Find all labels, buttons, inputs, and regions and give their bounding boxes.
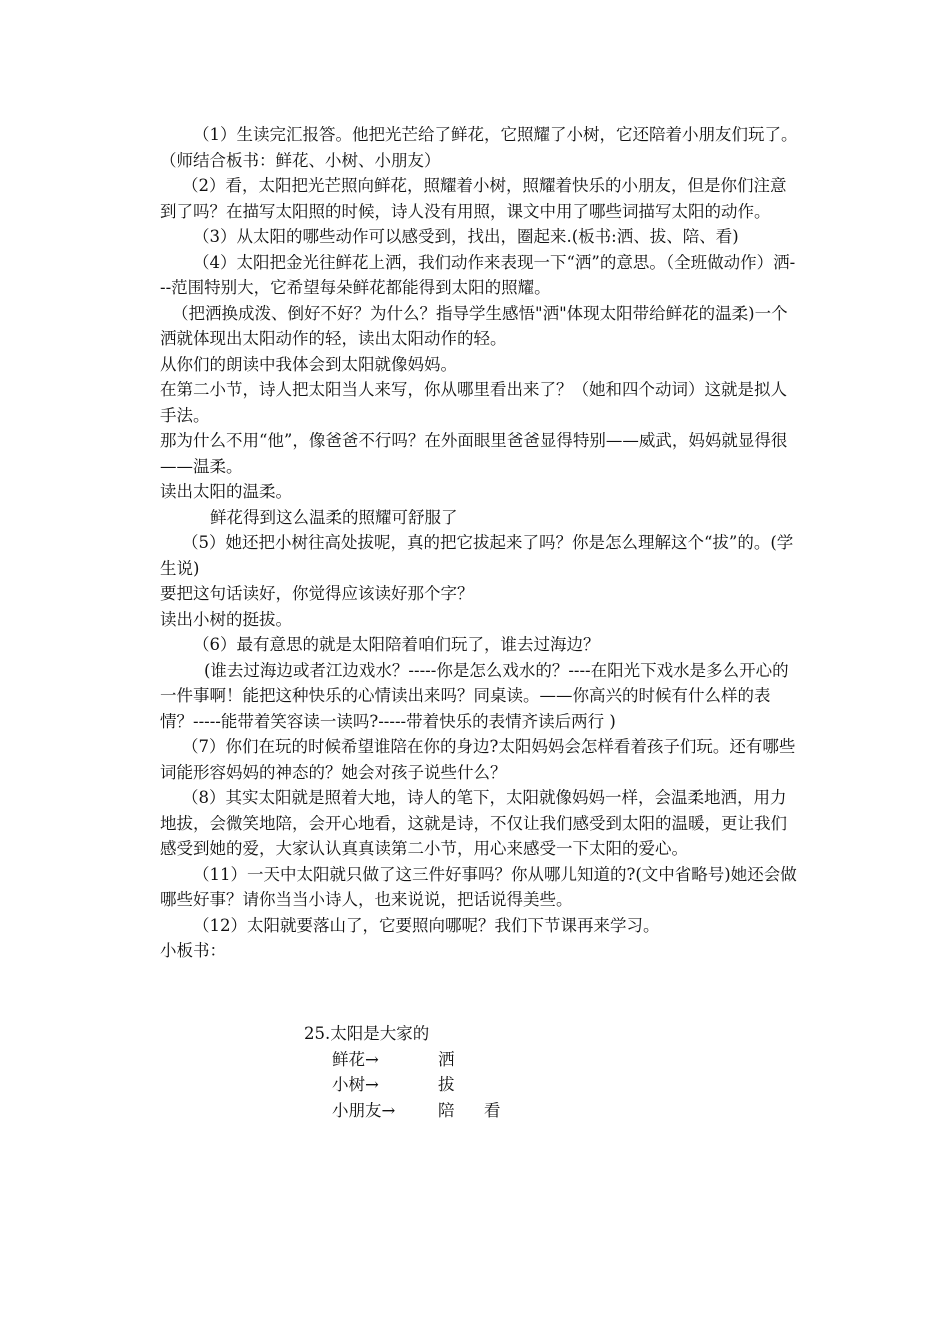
- blackboard-summary: [304, 1021, 524, 1123]
- board-heading: 小板书：: [160, 941, 226, 960]
- paragraph: （8）其实太阳就是照着大地，诗人的笔下，太阳就像妈妈一样，会温柔地洒，用力地拔，会微笑地陪，会开心地看，这就是诗，不仅让我们感受到太阳的温暖，更让我们感受到她的爱，大家认认真真读第二小节，用心来感受一下太阳的爱心。: [160, 788, 787, 858]
- paragraph: （1）生读完汇报答。他把光芒给了鲜花，它照耀了小树，它还陪着小朋友们玩了。（师结合板书：鲜花、小树、小朋友）: [160, 125, 798, 170]
- paragraph: （3）从太阳的哪些动作可以感受到，找出，圈起来.(板书:洒、拔、陪、看): [193, 227, 739, 246]
- board-verb: 拔: [438, 1075, 455, 1094]
- paragraph: 读出太阳的温柔。: [160, 482, 292, 501]
- paragraph: （12）太阳就要落山了，它要照向哪呢？我们下节课再来学习。: [193, 915, 660, 935]
- board-verb: [484, 1047, 524, 1073]
- paragraph: （5）她还把小树往高处拔呢，真的把它拔起来了吗？你是怎么理解这个“拔”的。(学生说): [160, 533, 794, 578]
- paragraph: （4）太阳把金光往鲜花上洒，我们动作来表现一下“洒”的意思。（全班做动作）洒---范围特别大，它希望每朵鲜花都能得到太阳的照耀。: [160, 252, 796, 297]
- paragraph: (谁去过海边或者江边戏水？-----你是怎么戏水的？----在阳光下戏水是多么开心的一件事啊！能把这种快乐的心情读出来吗？同桌读。——你高兴的时候有什么样的表情？-----能带着笑容读一读吗?-----带着快乐的表情齐读后两行 ): [160, 660, 789, 731]
- board-verb: 洒: [438, 1049, 455, 1069]
- lesson-text: [160, 122, 800, 964]
- board-verb: 陪: [438, 1100, 455, 1120]
- paragraph: 在第二小节，诗人把太阳当人来写，你从哪里看出来了？（她和四个动词）这就是拟人手法。: [160, 380, 787, 425]
- paragraph: 要把这句话读好，你觉得应该读好那个字？: [160, 584, 474, 603]
- paragraph: （7）你们在玩的时候希望谁陪在你的身边?太阳妈妈会怎样看着孩子们玩。还有哪些词能形容妈妈的神态的？她会对孩子说些什么？: [160, 737, 796, 782]
- paragraph: 那为什么不用“他”，像爸爸不行吗？在外面眼里爸爸显得特别——威武，妈妈就显得很——温柔。: [160, 431, 788, 476]
- board-title: 25.太阳是大家的: [304, 1024, 430, 1043]
- paragraph: （把洒换成泼、倒好不好？为什么？指导学生感悟"洒"体现太阳带给鲜花的温柔)一个洒就体现出太阳动作的轻，读出太阳动作的轻。: [160, 303, 788, 348]
- board-subject: 小朋友→: [332, 1100, 396, 1120]
- paragraph: 鲜花得到这么温柔的照耀可舒服了: [210, 507, 458, 527]
- board-row: [304, 1072, 524, 1098]
- paragraph: 读出小树的挺拔。: [160, 609, 292, 629]
- board-subject: 鲜花→: [332, 1049, 379, 1069]
- board-verb: [484, 1072, 524, 1098]
- board-row: [304, 1047, 524, 1073]
- paragraph: 从你们的朗读中我体会到太阳就像妈妈。: [160, 354, 457, 374]
- paragraph: （11）一天中太阳就只做了这三件好事吗？你从哪儿知道的?(文中省略号)她还会做哪些好事？请你当当小诗人，也来说说，把话说得美些。: [160, 864, 797, 909]
- board-subject: 小树→: [332, 1075, 379, 1094]
- board-row: [304, 1098, 524, 1124]
- board-verb: 看: [484, 1100, 501, 1120]
- paragraph: （2）看，太阳把光芒照向鲜花，照耀着小树，照耀着快乐的小朋友，但是你们注意到了吗？在描写太阳照的时候，诗人没有用照，课文中用了哪些词描写太阳的动作。: [160, 176, 787, 221]
- paragraph: （6）最有意思的就是太阳陪着咱们玩了，谁去过海边？: [193, 635, 600, 654]
